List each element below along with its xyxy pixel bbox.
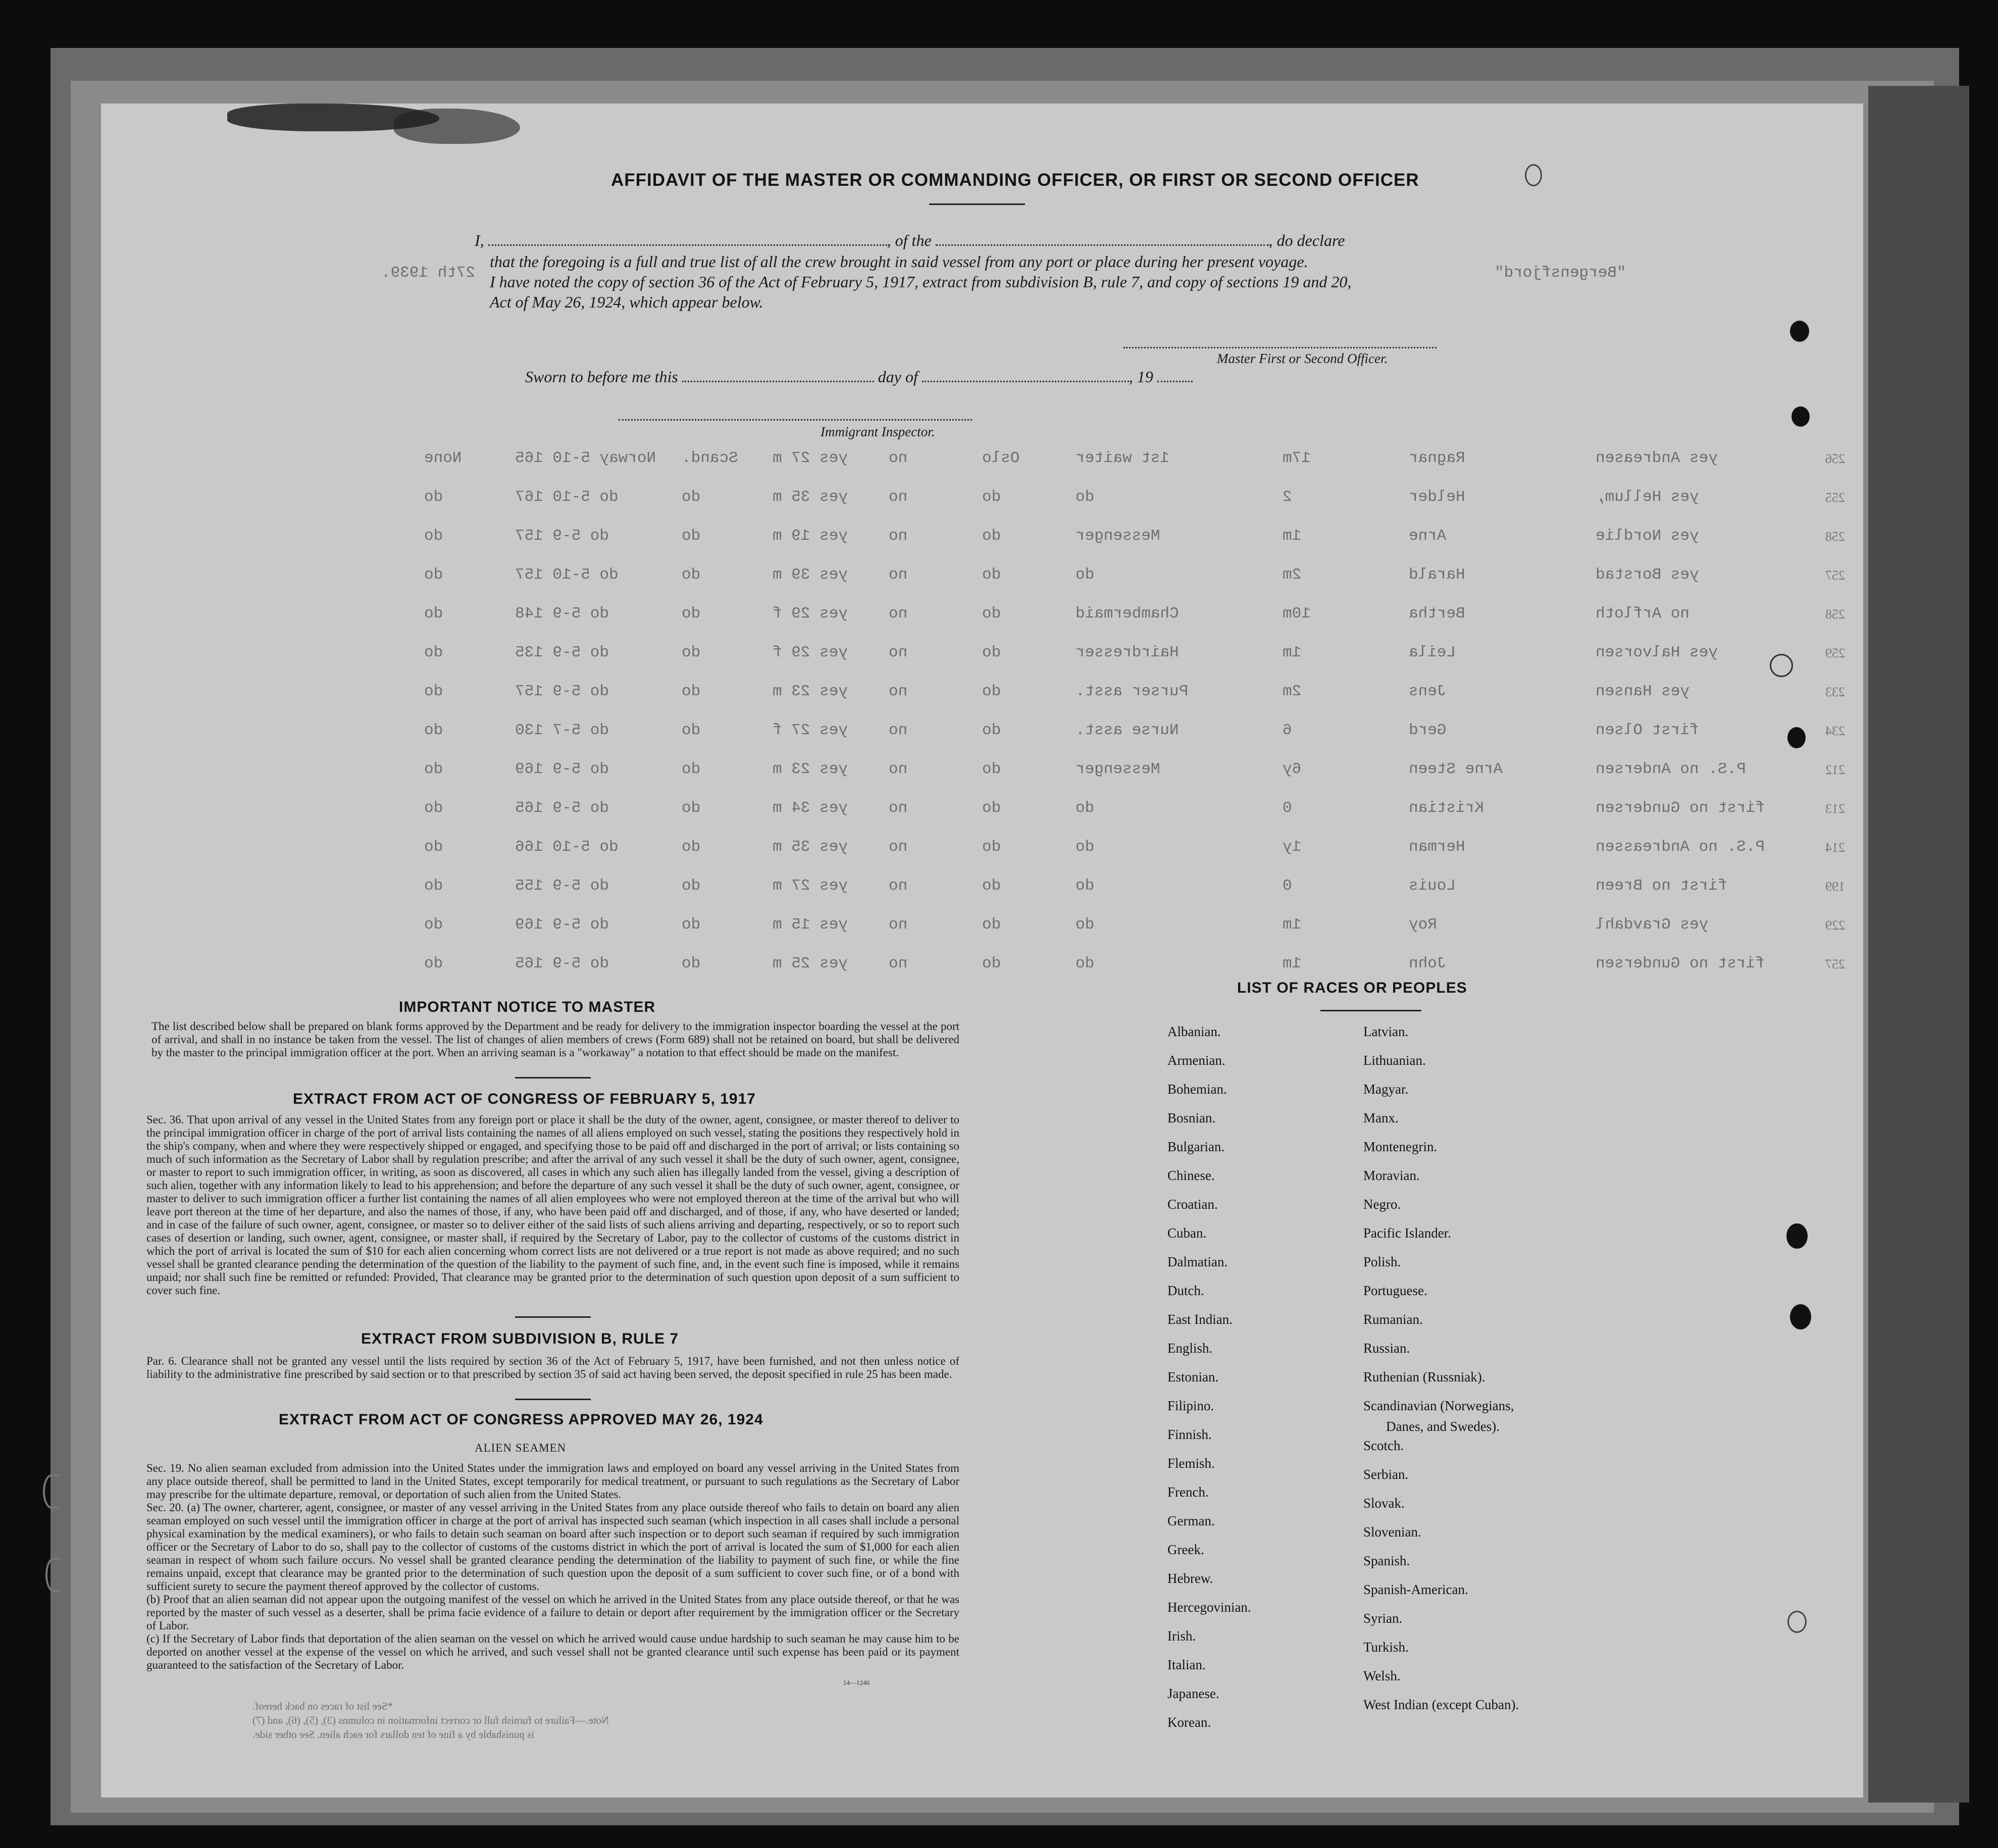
bleed-cell: first Olsen: [1596, 722, 1699, 739]
bleed-row-number: 212: [1825, 762, 1845, 777]
bleed-row-number: 233: [1825, 685, 1845, 699]
punch-hole: [1787, 727, 1806, 748]
bleed-cell: do: [1075, 916, 1095, 934]
bleed-cell: first no Gundersen: [1596, 955, 1765, 972]
bleed-cell: no: [889, 916, 908, 934]
bleed-cell: do: [982, 955, 1001, 972]
bleed-cell: yes 39 m: [773, 566, 848, 584]
race-item: Dalmatian.: [1167, 1254, 1228, 1269]
bleed-cell: 1m: [1283, 955, 1302, 972]
vessel-blank: [936, 244, 1269, 246]
bleed-cell: yes 29 f: [773, 605, 848, 623]
race-item: Lithuanian.: [1363, 1053, 1426, 1068]
bleed-cell: yes 27 m: [773, 449, 848, 467]
bleed-cell: do: [424, 877, 443, 895]
binder-ring: [1787, 1611, 1807, 1633]
race-item: Finnish.: [1167, 1427, 1212, 1442]
bleed-cell: Herman: [1409, 838, 1465, 856]
bleed-cell: do: [982, 877, 1001, 895]
bleed-cell: Chambermaid: [1075, 605, 1179, 623]
bleed-cell: do: [682, 760, 701, 778]
bleed-cell: do: [682, 799, 701, 817]
bleed-cell: 6y: [1283, 760, 1302, 778]
bleed-cell: 0: [1283, 877, 1292, 895]
bleed-cell: yes Halvorsen: [1596, 644, 1718, 661]
bleed-cell: Arne: [1409, 527, 1447, 545]
bleed-cell: do: [424, 566, 443, 584]
bleed-cell: do: [982, 488, 1001, 506]
bleed-cell: Nurse asst.: [1075, 722, 1179, 739]
bleed-cell: do: [682, 488, 701, 506]
bleed-cell: 0: [1283, 799, 1292, 817]
race-item: Pacific Islander.: [1363, 1225, 1451, 1241]
bleed-cell: 17m: [1283, 449, 1311, 467]
sec-20c: (c) If the Secretary of Labor finds that deportation of the alien seaman on the vessel on which he arrived would cause undue hardship to such seaman he may cause him to be deported on another vessel at the expense of the vessel on which he arrived, and such vessel shall not be granted clearance until such expense has been paid or its payment guaranteed to the satisfaction of the Secretary of Labor.: [146, 1632, 959, 1671]
bleed-cell: Hairdresser: [1075, 644, 1179, 661]
bleed-cell: do: [682, 566, 701, 584]
race-item: Latvian.: [1363, 1024, 1409, 1039]
bleed-row-number: 234: [1825, 724, 1845, 738]
race-item: Polish.: [1363, 1254, 1401, 1269]
bleed-cell: 6: [1283, 722, 1292, 739]
bleed-cell: yes 23 m: [773, 760, 848, 778]
bleed-cell: yes Borstad: [1596, 566, 1699, 584]
race-item: English.: [1167, 1341, 1213, 1356]
affidavit-line3: I have noted the copy of section 36 of the Act of February 5, 1917, extract from subdivision B, rule 7, and copy of sections 19 and 20,: [490, 273, 1352, 291]
bleed-cell: do: [424, 722, 443, 739]
bleed-cell: yes Hellum,: [1596, 488, 1699, 506]
alien-seamen-subtitle: ALIEN SEAMEN: [475, 1442, 567, 1454]
races-scandinavian-cont: Danes, and Swedes).: [1386, 1419, 1500, 1434]
form-number: 14—1240: [843, 1679, 869, 1686]
race-item: Welsh.: [1363, 1668, 1401, 1683]
race-item: Serbian.: [1363, 1467, 1409, 1482]
bleed-cell: yes 29 f: [773, 644, 848, 661]
master-signature-label: Master First or Second Officer.: [1217, 351, 1388, 366]
bleed-row-number: 257: [1825, 957, 1845, 971]
race-item: Turkish.: [1363, 1639, 1409, 1655]
bleed-cell: 1m: [1283, 527, 1302, 545]
bleed-cell: yes Nordlie: [1596, 527, 1699, 545]
bleed-cell: Roy: [1409, 916, 1437, 934]
bleed-cell: no: [889, 955, 908, 972]
bleed-cell: do 5-10 166: [515, 838, 619, 856]
bleed-cell: do: [682, 527, 701, 545]
bleed-cell: do 5-10 167: [515, 488, 619, 506]
race-item: Magyar.: [1363, 1082, 1409, 1097]
race-item: Spanish.: [1363, 1553, 1410, 1568]
bleed-cell: do 5-9 148: [515, 605, 609, 623]
race-item: Ruthenian (Russniak).: [1363, 1369, 1485, 1384]
bleed-cell: 2: [1283, 488, 1292, 506]
bleed-cell: 2m: [1283, 683, 1302, 700]
extract-1917-title: EXTRACT FROM ACT OF CONGRESS OF FEBRUARY 5, 1917: [293, 1091, 756, 1107]
bleed-cell: do: [682, 683, 701, 700]
race-item: Bohemian.: [1167, 1082, 1227, 1097]
bleed-cell: no: [889, 566, 908, 584]
race-item: Flemish.: [1167, 1456, 1215, 1471]
race-item: Scandinavian (Norwegians,: [1363, 1398, 1514, 1413]
bleed-cell: do: [682, 644, 701, 661]
bleed-cell: Ragnar: [1409, 449, 1465, 467]
name-blank: [488, 244, 887, 246]
affidavit-line4: Act of May 26, 1924, which appear below.: [490, 293, 763, 311]
bleed-row-number: 213: [1825, 801, 1845, 816]
race-item: Armenian.: [1167, 1053, 1225, 1068]
year-blank: [1157, 381, 1193, 382]
bleed-cell: do 5-9 135: [515, 644, 609, 661]
bleed-cell: yes 35 m: [773, 838, 848, 856]
bleed-cell: yes Andreasen: [1596, 449, 1718, 467]
race-item: Hebrew.: [1167, 1571, 1213, 1586]
bleed-row-number: 258: [1825, 607, 1845, 622]
bleed-cell: do: [424, 527, 443, 545]
bleed-cell: do: [982, 527, 1001, 545]
affidavit-line2: that the foregoing is a full and true list of all the crew brought in said vessel from any port or place during her present voyage.: [490, 252, 1308, 271]
bleed-cell: no: [889, 799, 908, 817]
bleed-cell: yes 35 m: [773, 488, 848, 506]
bleed-cell: do 5-9 157: [515, 527, 609, 545]
right-edge-shadow: [1868, 86, 1969, 1803]
bleed-cell: do: [424, 683, 443, 700]
inspector-label: Immigrant Inspector.: [821, 424, 935, 439]
race-item: Bosnian.: [1167, 1110, 1216, 1125]
bleed-cell: do 5-9 169: [515, 916, 609, 934]
clip-mark: [43, 1474, 60, 1509]
bleed-cell: yes 34 m: [773, 799, 848, 817]
divider: [515, 1399, 591, 1400]
affidavit-title: AFFIDAVIT OF THE MASTER OR COMMANDING OFFICER, OR FIRST OR SECOND OFFICER: [611, 170, 1419, 190]
punch-hole: [1786, 1223, 1808, 1249]
bleed-cell: Harald: [1409, 566, 1465, 584]
binder-ring: [1770, 654, 1793, 677]
race-item: French.: [1167, 1484, 1209, 1500]
race-item: West Indian (except Cuban).: [1363, 1697, 1519, 1712]
bleed-cell: no: [889, 488, 908, 506]
bleed-cell: yes 27 f: [773, 722, 848, 739]
bleed-cell: do: [982, 760, 1001, 778]
inspector-blank: [619, 419, 972, 421]
divider: [515, 1077, 591, 1079]
subdivision-title: EXTRACT FROM SUBDIVISION B, RULE 7: [361, 1330, 679, 1347]
bleed-cell: Helder: [1409, 488, 1465, 506]
race-item: Moravian.: [1363, 1168, 1420, 1183]
year-text: , 19: [1129, 368, 1153, 386]
bleed-cell: yes 23 m: [773, 683, 848, 700]
races-right-column: [1363, 1024, 1626, 1715]
bleed-date: 27th 1939.: [381, 264, 476, 282]
bleed-cell: do: [682, 838, 701, 856]
bleed-cell: no: [889, 527, 908, 545]
race-item: Spanish-American.: [1363, 1582, 1468, 1597]
bleed-cell: Scand.: [682, 449, 738, 467]
bleed-footer-2: Note.—Failure to furnish full or correct information in columns (3), (5), (6), and (7): [252, 1714, 609, 1726]
bleed-cell: do: [982, 566, 1001, 584]
bleed-cell: 2m: [1283, 566, 1302, 584]
bleed-cell: yes 25 m: [773, 955, 848, 972]
bleed-row-number: 214: [1825, 840, 1845, 855]
bleed-cell: do: [982, 683, 1001, 700]
bleed-cell: Gerd: [1409, 722, 1447, 739]
bleed-cell: do: [682, 955, 701, 972]
race-item: Cuban.: [1167, 1225, 1207, 1241]
binder-ring: [1525, 164, 1542, 186]
bleed-cell: do 5-9 165: [515, 955, 609, 972]
bleed-cell: do: [982, 916, 1001, 934]
race-item: Hercegovinian.: [1167, 1600, 1251, 1615]
race-item: Japanese.: [1167, 1686, 1219, 1701]
bleed-cell: John: [1409, 955, 1447, 972]
bleed-cell: no: [889, 683, 908, 700]
bleed-cell: no: [889, 877, 908, 895]
sec-20b: (b) Proof that an alien seaman did not appear upon the outgoing manifest of the vessel on which he arrived in the United States from any place outside thereof, or that he was reported by the master of such vessel as a deserter, shall be prima facie evidence of a failure to detain or deport after requirement by the immigration officer or the Secretary of Labor.: [146, 1593, 959, 1632]
bleed-row-number: 258: [1825, 529, 1845, 544]
bleed-cell: yes 19 m: [773, 527, 848, 545]
bleed-cell: 10m: [1283, 605, 1311, 623]
race-item: Montenegrin.: [1363, 1139, 1438, 1154]
extract-1924-title: EXTRACT FROM ACT OF CONGRESS APPROVED MAY 26, 1924: [279, 1411, 763, 1428]
bleed-cell: Purser asst.: [1075, 683, 1189, 700]
month-blank: [922, 381, 1129, 382]
bleed-cell: do: [1075, 877, 1095, 895]
clip-mark: [45, 1558, 62, 1592]
title-rule: [929, 203, 1025, 205]
bleed-cell: Oslo: [982, 449, 1020, 467]
race-item: German.: [1167, 1513, 1215, 1528]
bleed-cell: do: [424, 916, 443, 934]
master-signature-blank: [1123, 347, 1437, 348]
bleed-cell: do: [1075, 955, 1095, 972]
bleed-cell: yes Hansen: [1596, 683, 1690, 700]
races-title: LIST OF RACES OR PEOPLES: [1237, 980, 1467, 996]
race-item: Negro.: [1363, 1197, 1401, 1212]
bleed-cell: None: [424, 449, 462, 467]
bleed-row-number: 255: [1825, 490, 1845, 505]
race-item: Syrian.: [1363, 1611, 1403, 1626]
bleed-cell: do 5-9 155: [515, 877, 609, 895]
bleed-cell: do 5-7 130: [515, 722, 609, 739]
bleed-cell: no: [889, 760, 908, 778]
bleed-cell: Louis: [1409, 877, 1456, 895]
bleed-cell: yes Gravdahl: [1596, 916, 1709, 934]
bleed-cell: do 5-9 169: [515, 760, 609, 778]
punch-hole: [1790, 321, 1809, 342]
bleed-cell: do: [982, 605, 1001, 623]
day-blank: [682, 381, 874, 382]
bleed-footer-3: is punishable by a fine of ten dollars for each alien. See other side.: [252, 1728, 535, 1740]
bleed-cell: do: [424, 488, 443, 506]
affidavit-of: , of the: [887, 231, 932, 249]
race-item: Chinese.: [1167, 1168, 1215, 1183]
races-rule: [1320, 1010, 1421, 1011]
bleed-cell: do 5-9 157: [515, 683, 609, 700]
bleed-row-number: 229: [1825, 918, 1845, 933]
bleed-cell: do: [1075, 838, 1095, 856]
bleed-cell: do: [682, 877, 701, 895]
bleed-cell: do: [424, 955, 443, 972]
extract-1917-body: Sec. 36. That upon arrival of any vessel in the United States from any foreign port or place it shall be the duty of the owner, agent, consignee, or master thereof to deliver to the principal immigration officer in charge of the port of arrival lists containing the names of all aliens employed on such vessel, stating the positions they respectively hold in the ship's company, when and where they were respectively shipped or engaged, and specifying those to be paid off and discharged in the port of arrival; or lists containing so much of such information as the Secretary of Labor shall by regulation prescribe; and after the arrival of any such vessel it shall be the duty of such owner, agent, consignee, or master to report to such immigration officer, in writing, as soon as discovered, all cases in which any such alien has illegally landed from the vessel, giving a description of such alien, together with any information likely to lead to his apprehension; and before the departure of any such vessel it shall be the duty of such owner, agent, consignee, or master to deliver to such immigration officer a further list containing the names of all alien employees who were not employed thereon at the time of the arrival but who will leave port thereon at the time of her departure, and also the names of those, if any, who have been paid off and discharged, and of those, if any, who have deserted or landed; and in case of the failure of such owner, agent, consignee, or master so to deliver either of the said lists of such aliens arriving and departing, respectively, or so to report such cases of desertion or landing, such owner, agent, consignee, or master shall, if required by the Secretary of Labor, pay to the collector of customs of the customs district in which the port of arrival is located the sum of $10 for each alien concerning whom correct lists are not delivered or a true report is not made as above required; and no such vessel shall be granted clearance pending the determination of the question of the liability to the payment of such fine, and, in the event such fine is imposed, while it remains unpaid; nor shall such fine be remitted or refunded: Provided, That clearance may be granted prior to the determination of such question upon deposit of a sum sufficient to cover such fine.: [146, 1113, 959, 1297]
bleed-cell: no Arfloth: [1596, 605, 1690, 623]
bleed-cell: Messenger: [1075, 527, 1160, 545]
race-item: Korean.: [1167, 1715, 1211, 1730]
bleed-cell: do: [1075, 488, 1095, 506]
bleed-cell: do: [1075, 799, 1095, 817]
affidavit-line1: [475, 231, 1616, 250]
notice-body: The list described below shall be prepared on blank forms approved by the Department and be ready for delivery to the immigration inspector boarding the vessel at the port of arrival, and shall in no instance be taken from the vessel. The list of changes of alien members of crews (Form 689) shall not be retained on board, but shall be delivered by the master to the principal immigration officer at the port. When an arriving seaman is a "workaway" a notation to that effect should be made on the manifest.: [151, 1020, 959, 1059]
race-item: Filipino.: [1167, 1398, 1214, 1413]
races-left-column: [1167, 1024, 1349, 1743]
bleed-cell: no: [889, 449, 908, 467]
bleed-cell: Jens: [1409, 683, 1447, 700]
race-item: Italian.: [1167, 1657, 1206, 1672]
bleed-row-number: 259: [1825, 646, 1845, 660]
day-of-text: day of: [878, 368, 918, 386]
bleed-cell: 1y: [1283, 838, 1302, 856]
race-item: Slovenian.: [1363, 1524, 1421, 1539]
bleed-cell: Kristian: [1409, 799, 1484, 817]
race-item: Irish.: [1167, 1628, 1196, 1644]
punch-hole: [1790, 1304, 1811, 1329]
race-item: Scotch.: [1363, 1438, 1404, 1453]
bleed-cell: do: [982, 722, 1001, 739]
affidavit-declare: , do declare: [1268, 231, 1345, 249]
bleed-cell: Bertha: [1409, 605, 1465, 623]
subdivision-body: Par. 6. Clearance shall not be granted any vessel until the lists required by section 36 of the Act of February 5, 1917, have been furnished, and not then unless notice of liability to the administrative fine prescribed by said section or to that prescribed by section 35 of said act having been served, the deposit specified in rule 25 has been made.: [146, 1355, 959, 1380]
extract-1924-body: [146, 1462, 959, 1672]
bleed-cell: do: [982, 799, 1001, 817]
race-item: East Indian.: [1167, 1312, 1233, 1327]
bleed-cell: Leila: [1409, 644, 1456, 661]
race-item: Bulgarian.: [1167, 1139, 1225, 1154]
bleed-cell: do: [424, 760, 443, 778]
manifest-page: [101, 104, 1863, 1798]
bleed-cell: Messenger: [1075, 760, 1160, 778]
bleed-cell: do 5-10 157: [515, 566, 619, 584]
sec-19: Sec. 19. No alien seaman excluded from admission into the United States under the immigration laws and employed on board any vessel arriving in the United States from any place outside thereof, shall be permitted to land in the United States, except temporarily for medical treatment, or pursuant to such regulations as the Secretary of Labor may prescribe for the ultimate departure, removal, or deportation of such alien from the United States.: [146, 1462, 959, 1501]
race-item: Rumanian.: [1363, 1312, 1423, 1327]
bleed-cell: Arne Steen: [1409, 760, 1503, 778]
sec-20a: Sec. 20. (a) The owner, charterer, agent, consignee, or master of any vessel arriving in the United States from any place outside thereof who fails to detain on board any alien seaman employed on such vessel until the immigration officer in charge at the port of arrival has inspected such seaman (which inspection in all cases shall include a personal physical examination by the medical examiners), or who fails to detain such seaman on board after such inspection or to deport such seaman if required by such immigration officer or the Secretary of Labor to do so, shall pay to the collector of customs of the customs district in which the port of arrival is located the sum of $1,000 for each alien seaman in respect of whom such failure occurs. No vessel shall be granted clearance pending the determination of the liability to payment of such fine, or while the fine remains unpaid, except that clearance may be granted prior to the determination of such question upon the deposit of a sum sufficient to cover such fine, or of a bond with sufficient surety to secure the payment thereof approved by the collector of customs.: [146, 1501, 959, 1593]
bleed-cell: 1m: [1283, 644, 1302, 661]
bleed-cell: no: [889, 722, 908, 739]
bleed-cell: do: [682, 916, 701, 934]
sworn-text: Sworn to before me this: [525, 368, 678, 386]
punch-hole: [1791, 406, 1810, 427]
bleed-cell: first no Gundersen: [1596, 799, 1765, 817]
notice-title: IMPORTANT NOTICE TO MASTER: [399, 999, 656, 1015]
bleed-cell: do: [982, 838, 1001, 856]
bleed-cell: Norway 5-10 165: [515, 449, 656, 467]
bleed-cell: no: [889, 644, 908, 661]
bleed-cell: 1m: [1283, 916, 1302, 934]
bleed-cell: P.S. no Andreassen: [1596, 838, 1765, 856]
bleed-cell: do: [682, 605, 701, 623]
bleed-cell: 1st waiter: [1075, 449, 1170, 467]
bleed-footer-1: *See list of races on back hereof.: [252, 1700, 393, 1712]
bleed-cell: no: [889, 605, 908, 623]
race-item: Greek.: [1167, 1542, 1204, 1557]
race-item: Estonian.: [1167, 1369, 1219, 1384]
bleed-cell: do 5-9 165: [515, 799, 609, 817]
race-item: Portuguese.: [1363, 1283, 1427, 1298]
race-item: Croatian.: [1167, 1197, 1218, 1212]
affidavit-i: I,: [475, 231, 484, 249]
bleed-ship-name: "Bergensfjord": [1495, 264, 1626, 282]
bleed-row-number: 257: [1825, 568, 1845, 583]
bleed-cell: do: [424, 799, 443, 817]
bleed-cell: do: [424, 644, 443, 661]
race-item: Manx.: [1363, 1110, 1399, 1125]
bleed-cell: do: [682, 722, 701, 739]
bleed-cell: yes 15 m: [773, 916, 848, 934]
bleed-row-number: 256: [1825, 451, 1845, 466]
bleed-cell: do: [424, 838, 443, 856]
bleed-cell: no: [889, 838, 908, 856]
bleed-cell: do: [1075, 566, 1095, 584]
bleed-cell: do: [982, 644, 1001, 661]
race-item: Albanian.: [1167, 1024, 1221, 1039]
sworn-line: [525, 367, 1333, 386]
race-item: Russian.: [1363, 1341, 1410, 1356]
bleed-cell: first no Breen: [1596, 877, 1727, 895]
divider: [515, 1316, 591, 1318]
bleed-footer: [252, 1699, 707, 1741]
race-item: Dutch.: [1167, 1283, 1204, 1298]
ink-smudge: [394, 109, 520, 144]
bleed-cell: yes 27 m: [773, 877, 848, 895]
race-item: Slovak.: [1363, 1496, 1405, 1511]
bleed-cell: P.S. no Andersen: [1596, 760, 1746, 778]
bleed-cell: do: [424, 605, 443, 623]
bleed-row-number: 199: [1825, 879, 1845, 894]
